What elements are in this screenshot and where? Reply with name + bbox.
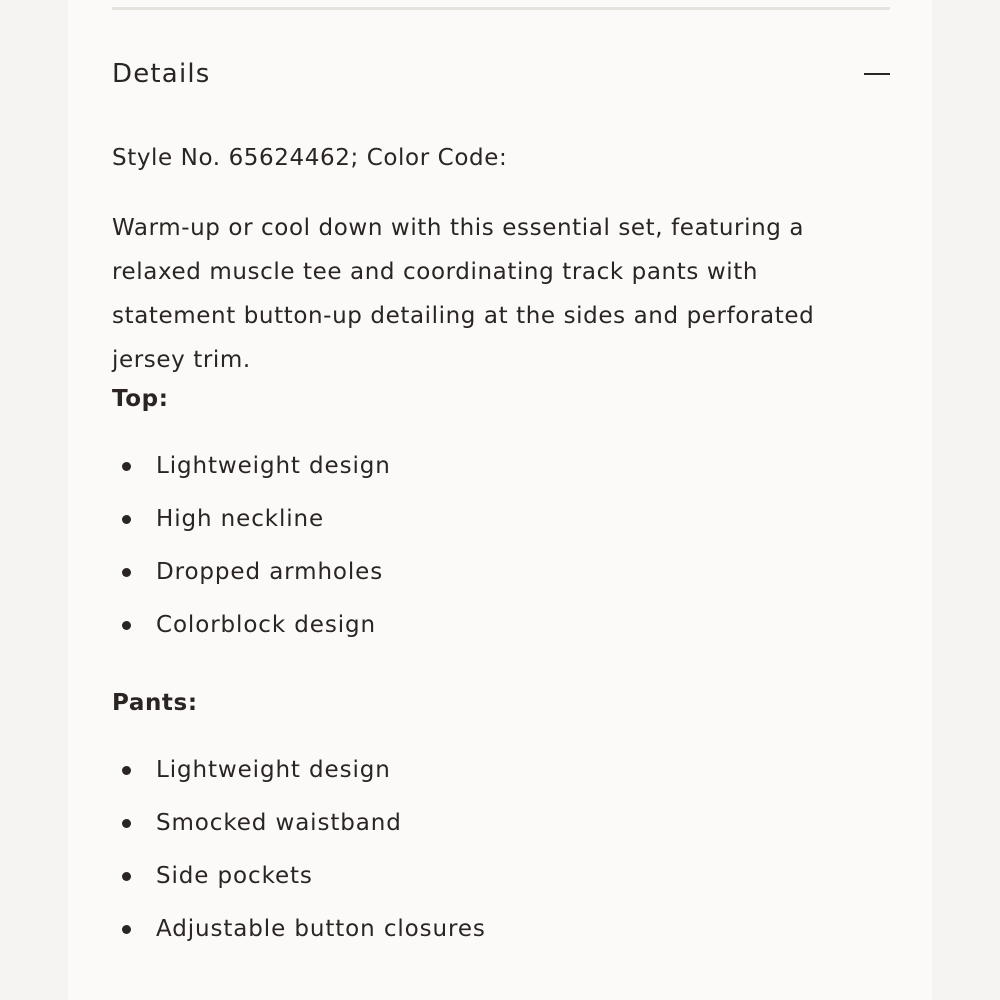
product-description <box>112 206 872 382</box>
bullet-icon <box>122 621 131 630</box>
list-item-label: Adjustable button closures <box>156 916 486 942</box>
minus-icon[interactable] <box>864 62 890 86</box>
list-item-label: Lightweight design <box>156 757 391 783</box>
list-item-label: Smocked waistband <box>156 810 402 836</box>
list-item <box>112 850 872 903</box>
list-item-label: Colorblock design <box>156 612 376 638</box>
list-item <box>112 903 872 956</box>
top-heading: Top: <box>112 386 169 412</box>
bullet-icon <box>122 462 131 471</box>
details-accordion-header[interactable] <box>112 54 890 94</box>
list-item-label: Dropped armholes <box>156 559 384 585</box>
list-item <box>112 797 872 850</box>
description-line: relaxed muscle tee and coordinating track pants with <box>112 259 759 285</box>
bullet-icon <box>122 568 131 577</box>
top-feature-list <box>112 440 872 652</box>
list-item <box>112 546 872 599</box>
section-divider <box>112 7 890 10</box>
description-line: Warm-up or cool down with this essential set, featuring a <box>112 215 805 241</box>
list-item-label: Side pockets <box>156 863 313 889</box>
description-line: jersey trim. <box>112 347 251 373</box>
bullet-icon <box>122 872 131 881</box>
pants-heading: Pants: <box>112 690 198 716</box>
list-item <box>112 599 872 652</box>
style-number: Style No. 65624462; Color Code: <box>112 145 508 171</box>
minus-icon-bar <box>864 73 890 75</box>
details-title: Details <box>112 59 211 89</box>
details-content <box>112 140 872 956</box>
description-line: statement button-up detailing at the sides and perforated <box>112 303 815 329</box>
list-item <box>112 493 872 546</box>
list-item <box>112 744 872 797</box>
list-item-label: Lightweight design <box>156 453 391 479</box>
bullet-icon <box>122 819 131 828</box>
bullet-icon <box>122 925 131 934</box>
list-item-label: High neckline <box>156 506 325 532</box>
bullet-icon <box>122 515 131 524</box>
list-item <box>112 440 872 493</box>
pants-feature-list <box>112 744 872 956</box>
bullet-icon <box>122 766 131 775</box>
